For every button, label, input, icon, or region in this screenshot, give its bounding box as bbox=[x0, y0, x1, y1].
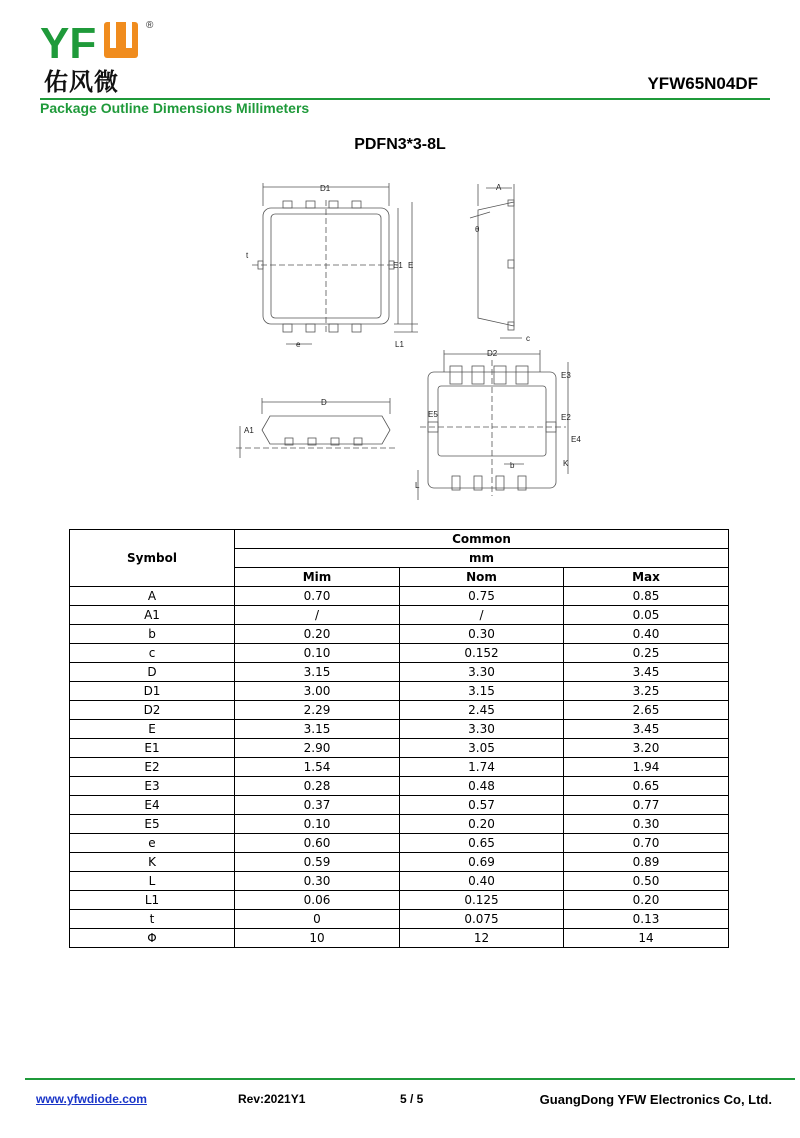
cell-min: 0.59 bbox=[235, 853, 400, 872]
table-row bbox=[70, 625, 729, 644]
label-b: b bbox=[510, 461, 515, 470]
cell-nom: 0.125 bbox=[400, 891, 564, 910]
cell-symbol: D bbox=[70, 663, 235, 682]
table-row bbox=[70, 929, 729, 948]
company-name: GuangDong YFW Electronics Co, Ltd. bbox=[539, 1092, 772, 1107]
dimensions-table bbox=[69, 529, 729, 948]
cell-symbol: t bbox=[70, 910, 235, 929]
cell-min: 3.15 bbox=[235, 720, 400, 739]
label-t: t bbox=[246, 251, 249, 260]
cell-nom: 3.05 bbox=[400, 739, 564, 758]
cell-min: 0.10 bbox=[235, 815, 400, 834]
logo-chinese-name: 佑风微 bbox=[44, 68, 119, 96]
cell-nom: 3.30 bbox=[400, 720, 564, 739]
cell-symbol: K bbox=[70, 853, 235, 872]
table-row bbox=[70, 777, 729, 796]
svg-text:®: ® bbox=[146, 20, 154, 31]
model-number: YFW65N04DF bbox=[647, 74, 758, 93]
cell-min: / bbox=[235, 606, 400, 625]
cell-min: 10 bbox=[235, 929, 400, 948]
table-row bbox=[70, 815, 729, 834]
cell-max: 3.20 bbox=[564, 739, 729, 758]
table-row bbox=[70, 834, 729, 853]
cell-nom: 0.65 bbox=[400, 834, 564, 853]
label-D: D bbox=[321, 398, 327, 407]
label-A1: A1 bbox=[244, 426, 254, 435]
cell-min: 0.37 bbox=[235, 796, 400, 815]
cell-min: 0.06 bbox=[235, 891, 400, 910]
col-min-header: Mim bbox=[235, 568, 400, 587]
label-E4: E4 bbox=[571, 435, 581, 444]
table-row bbox=[70, 644, 729, 663]
cell-nom: 0.69 bbox=[400, 853, 564, 872]
label-D1: D1 bbox=[320, 184, 331, 193]
cell-max: 0.25 bbox=[564, 644, 729, 663]
cell-symbol: E1 bbox=[70, 739, 235, 758]
cell-min: 3.00 bbox=[235, 682, 400, 701]
label-D2: D2 bbox=[487, 349, 498, 358]
label-E: E bbox=[408, 261, 414, 270]
cell-min: 0 bbox=[235, 910, 400, 929]
cell-max: 3.45 bbox=[564, 663, 729, 682]
package-outline-drawing bbox=[230, 172, 590, 512]
cell-nom: 2.45 bbox=[400, 701, 564, 720]
label-L1: L1 bbox=[395, 340, 404, 349]
cell-min: 0.10 bbox=[235, 644, 400, 663]
cell-nom: 0.48 bbox=[400, 777, 564, 796]
cell-min: 3.15 bbox=[235, 663, 400, 682]
section-subtitle: Package Outline Dimensions Millimeters bbox=[40, 100, 310, 116]
cell-max: 0.70 bbox=[564, 834, 729, 853]
cell-max: 3.45 bbox=[564, 720, 729, 739]
cell-symbol: b bbox=[70, 625, 235, 644]
cell-symbol: E4 bbox=[70, 796, 235, 815]
cell-symbol: e bbox=[70, 834, 235, 853]
label-e: e bbox=[296, 340, 301, 349]
table-row bbox=[70, 663, 729, 682]
cell-min: 0.30 bbox=[235, 872, 400, 891]
cell-symbol: E3 bbox=[70, 777, 235, 796]
table-row bbox=[70, 739, 729, 758]
label-L: L bbox=[415, 481, 420, 490]
label-E3: E3 bbox=[561, 371, 571, 380]
unit-header: mm bbox=[235, 549, 729, 568]
label-A: A bbox=[496, 183, 502, 192]
package-title: PDFN3*3-8L bbox=[354, 136, 446, 153]
cell-min: 0.70 bbox=[235, 587, 400, 606]
cell-nom: 0.75 bbox=[400, 587, 564, 606]
cell-min: 0.60 bbox=[235, 834, 400, 853]
cell-max: 3.25 bbox=[564, 682, 729, 701]
table-row bbox=[70, 606, 729, 625]
cell-max: 0.20 bbox=[564, 891, 729, 910]
label-c: c bbox=[526, 334, 530, 343]
label-E5: E5 bbox=[428, 410, 438, 419]
label-K: K bbox=[563, 459, 569, 468]
cell-symbol: D1 bbox=[70, 682, 235, 701]
cell-nom: 3.30 bbox=[400, 663, 564, 682]
cell-symbol: L bbox=[70, 872, 235, 891]
cell-nom: 0.20 bbox=[400, 815, 564, 834]
cell-symbol: E bbox=[70, 720, 235, 739]
label-E1: E1 bbox=[393, 261, 403, 270]
page-number: 5 / 5 bbox=[400, 1092, 424, 1106]
revision-text: Rev:2021Y1 bbox=[238, 1092, 306, 1106]
col-max-header: Max bbox=[564, 568, 729, 587]
table-row bbox=[70, 587, 729, 606]
cell-nom: / bbox=[400, 606, 564, 625]
cell-nom: 0.40 bbox=[400, 872, 564, 891]
cell-max: 0.40 bbox=[564, 625, 729, 644]
cell-symbol: A bbox=[70, 587, 235, 606]
cell-min: 0.28 bbox=[235, 777, 400, 796]
label-theta: θ bbox=[475, 225, 480, 234]
cell-nom: 0.152 bbox=[400, 644, 564, 663]
footer-divider bbox=[25, 1078, 795, 1080]
cell-symbol: D2 bbox=[70, 701, 235, 720]
cell-max: 14 bbox=[564, 929, 729, 948]
cell-nom: 1.74 bbox=[400, 758, 564, 777]
table-row bbox=[70, 910, 729, 929]
table-row bbox=[70, 796, 729, 815]
svg-text:YF: YF bbox=[40, 19, 97, 68]
symbol-header: Symbol bbox=[70, 530, 235, 587]
cell-max: 0.65 bbox=[564, 777, 729, 796]
cell-nom: 0.075 bbox=[400, 910, 564, 929]
col-nom-header: Nom bbox=[400, 568, 564, 587]
common-header: Common bbox=[235, 530, 729, 549]
cell-min: 2.29 bbox=[235, 701, 400, 720]
cell-nom: 12 bbox=[400, 929, 564, 948]
table-row bbox=[70, 720, 729, 739]
cell-symbol: E5 bbox=[70, 815, 235, 834]
cell-symbol: E2 bbox=[70, 758, 235, 777]
website-link[interactable]: www.yfwdiode.com bbox=[36, 1092, 147, 1106]
cell-min: 1.54 bbox=[235, 758, 400, 777]
table-row bbox=[70, 758, 729, 777]
cell-max: 1.94 bbox=[564, 758, 729, 777]
table-row bbox=[70, 872, 729, 891]
cell-max: 0.05 bbox=[564, 606, 729, 625]
table-row bbox=[70, 701, 729, 720]
cell-symbol: Φ bbox=[70, 929, 235, 948]
cell-symbol: c bbox=[70, 644, 235, 663]
label-E2: E2 bbox=[561, 413, 571, 422]
table-row bbox=[70, 853, 729, 872]
cell-nom: 3.15 bbox=[400, 682, 564, 701]
cell-max: 0.85 bbox=[564, 587, 729, 606]
cell-nom: 0.57 bbox=[400, 796, 564, 815]
cell-symbol: L1 bbox=[70, 891, 235, 910]
cell-max: 0.89 bbox=[564, 853, 729, 872]
cell-max: 2.65 bbox=[564, 701, 729, 720]
table-row bbox=[70, 891, 729, 910]
cell-max: 0.50 bbox=[564, 872, 729, 891]
cell-min: 2.90 bbox=[235, 739, 400, 758]
cell-max: 0.77 bbox=[564, 796, 729, 815]
cell-min: 0.20 bbox=[235, 625, 400, 644]
cell-max: 0.13 bbox=[564, 910, 729, 929]
table-row bbox=[70, 682, 729, 701]
cell-nom: 0.30 bbox=[400, 625, 564, 644]
cell-symbol: A1 bbox=[70, 606, 235, 625]
cell-max: 0.30 bbox=[564, 815, 729, 834]
